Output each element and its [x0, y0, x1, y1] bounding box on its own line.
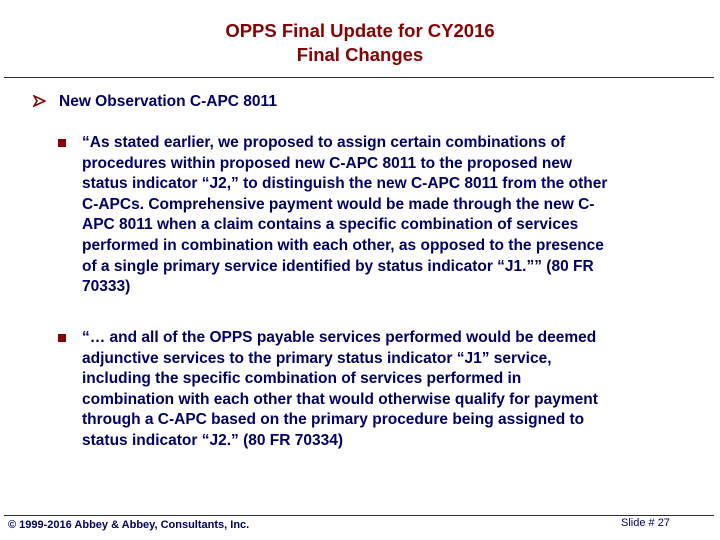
- title-line-2: Final Changes: [296, 44, 424, 65]
- paragraph-line: status indicator “J2.” (80 FR 70334): [82, 431, 344, 449]
- paragraph-line: through a C-APC based on the primary procedure being assigned to: [82, 411, 585, 429]
- copyright-notice: © 1999-2016 Abbey & Abbey, Consultants, Inc.: [8, 519, 250, 531]
- paragraph-line: “As stated earlier, we proposed to assign certain combinations of: [82, 134, 566, 151]
- slide-title: [0, 19, 720, 67]
- paragraph-line: combination with each other that would otherwise qualify for payment: [82, 390, 598, 408]
- title-line-1: OPPS Final Update for CY2016: [225, 20, 495, 41]
- quote-paragraph-1: [82, 133, 702, 298]
- paragraph-line: performed in combination with each other, as opposed to the presence: [82, 236, 604, 254]
- paragraph-line: “… and all of the OPPS payable services performed would be deemed: [82, 329, 597, 346]
- level1-bullet-item: [33, 92, 277, 112]
- title-divider: [4, 77, 714, 78]
- paragraph-line: status indicator “J2,” to distinguish the new C-APC 8011 from the other: [82, 175, 608, 193]
- paragraph-line: procedures within proposed new C-APC 8011 to the proposed new: [82, 154, 573, 172]
- paragraph-line: of a single primary service identified by status indicator “J1.”” (80 FR: [82, 257, 594, 275]
- slide-number: Slide # 27: [621, 517, 670, 529]
- paragraph-line: C-APCs. Comprehensive payment would be made through the new C-: [82, 195, 595, 213]
- paragraph-line: APC 8011 when a claim contains a specific combination of services: [82, 216, 579, 234]
- arrow-bullet-icon: [33, 95, 49, 110]
- level1-text: New Observation C-APC 8011: [59, 93, 277, 110]
- paragraph-line: adjunctive services to the primary status indicator “J1” service,: [82, 349, 552, 367]
- footer-divider: [4, 515, 714, 516]
- quote-paragraph-2: [82, 328, 702, 452]
- square-bullet-icon: [58, 134, 66, 154]
- paragraph-line: 70333): [82, 278, 131, 296]
- square-bullet-icon: [58, 329, 66, 349]
- paragraph-line: including the specific combination of services performed in: [82, 370, 522, 388]
